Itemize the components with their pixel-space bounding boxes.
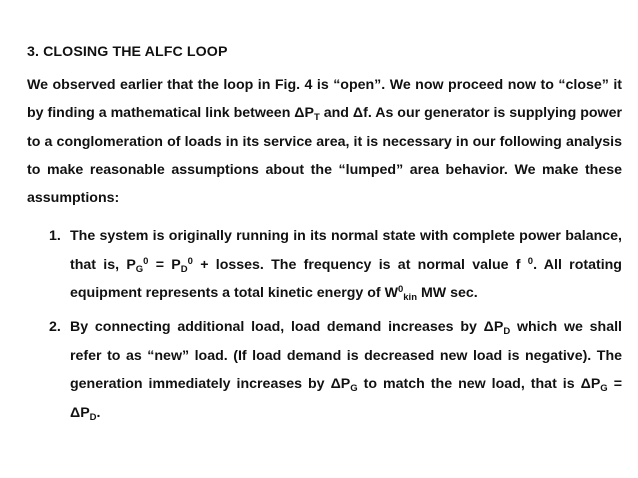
item-text: .: [96, 405, 101, 422]
item-text: + losses. The frequency is at normal value f: [192, 256, 528, 273]
sup-0: 0: [143, 255, 149, 267]
intro-text-1: We observed earlier that the loop in Fig. 4 is “open”. We now proceed now to “close” it by finding a mathematical link between ΔP: [27, 77, 622, 122]
item-number: 1.: [49, 228, 61, 244]
sub-G: G: [350, 383, 358, 395]
sup-0: 0: [187, 255, 193, 267]
item-text: By connecting additional load, load demand increases by ΔP: [70, 319, 504, 335]
item-text: = ΔP: [70, 376, 622, 422]
sub-G: G: [600, 383, 608, 395]
item-text: = P: [148, 256, 181, 273]
intro-text-2: and Δf. As our generator is supplying power to a conglomeration of loads in its service area, it is necessary in our following analysis to make reasonable assumptions about the “lumped” area behavior. We make these assumptions:: [27, 105, 622, 207]
item-text: . All rotating equipment represents a total kinetic energy of W: [70, 256, 622, 302]
sub-D: D: [180, 263, 188, 275]
assumption-item-1: [27, 222, 622, 308]
sup-0: 0: [527, 255, 534, 267]
item-text: MW sec.: [417, 285, 478, 302]
item-text: to match the new load, that is ΔP: [357, 376, 601, 393]
assumption-list-2: [27, 313, 622, 428]
item-number: 2.: [49, 319, 61, 335]
intro-sub-T: T: [313, 112, 320, 124]
sub-kin: kin: [403, 292, 417, 304]
section-heading: 3. CLOSING THE ALFC LOOP: [27, 44, 228, 60]
sub-D: D: [503, 326, 511, 337]
sup-0: 0: [397, 284, 404, 296]
assumption-item-2: [27, 313, 622, 428]
item-text: which we shall refer to as “new” load. (If load demand is decreased new load is negative). The generation immediately increases by ΔP: [70, 319, 622, 393]
assumption-list-1: [27, 222, 622, 308]
item-text: The system is originally running in its normal state with complete power balance, that is, P: [70, 228, 622, 273]
intro-paragraph: [27, 71, 622, 212]
sub-G: G: [135, 263, 144, 275]
sub-D: D: [89, 412, 97, 424]
